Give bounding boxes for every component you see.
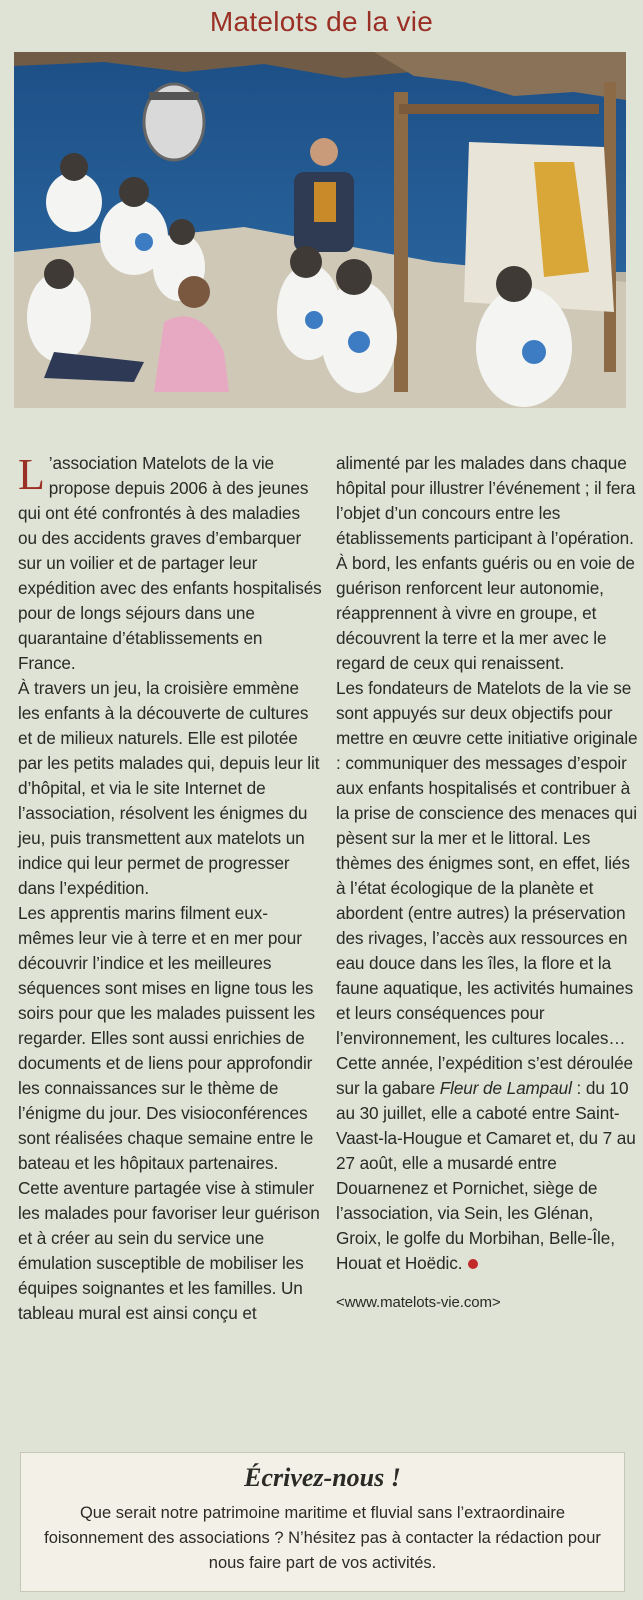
paragraph: À travers un jeu, la croisière emmène les enfants à la découverte de cultures et de milieux naturels. Elle est pilotée par les petits malades qui, depuis leur lit d’hôpital, et via le site Internet de l’association, résolvent les énigmes du jeu, puis transmettent aux matelots un indice qui leur permet de progresser dans l’expédition. <box>18 678 320 898</box>
paragraph: Cette aventure partagée vise à stimuler les malades pour favoriser leur guérison et à créer au sein du service une émulation susceptible de mobiliser les équipes soignantes et les familles. Un tableau mural est ainsi conçu et <box>18 1178 320 1323</box>
right-column <box>336 451 641 1315</box>
paragraph: À bord, les enfants guéris ou en voie de guérison renforcent leur autonomie, réapprennent à vivre en groupe, et découvrent la terre et la mer avec le regard de ceux qui renaissent. <box>336 553 635 673</box>
drop-cap: L <box>18 450 45 499</box>
paragraph: Les apprentis marins filment eux-mêmes leur vie à terre et en mer pour découvrir l’indice et les meilleures séquences sont mises en ligne tous les soirs pour que les malades puissent les regarder. Elles sont aussi enrichies de documents et de liens pour approfondir les connaissances sur le thème de l’énigme du jour. Des visioconférences sont réalisées chaque semaine entre le bateau et les hôpitaux partenaires. <box>18 903 316 1173</box>
end-mark-icon <box>468 1259 478 1269</box>
paragraph: alimenté par les malades dans chaque hôpital pour illustrer l’événement ; il fera l’objet d’un concours entre les établissements participant à l’opération. <box>336 453 636 548</box>
paragraph-text: : du 10 au 30 juillet, elle a caboté entre Saint-Vaast-la-Hougue et Camaret et, du 7 au 27 août, elle a musardé entre Douarnenez et Pornichet, siège de l’association, via Sein, les Glénan, Groix, le golfe du Morbihan, Belle-Île, Houat et Hoëdic. <box>336 1078 636 1273</box>
photo-children-on-boat <box>14 52 626 408</box>
paragraph-text: ’association Matelots de la vie propose depuis 2006 à des jeunes qui ont été confrontés à des maladies ou des accidents graves d’embarquer sur un voilier et de partager leur expédition avec des enfants hospitalisés pour de longs séjours dans une quarantaine d’établissements en France. <box>18 453 322 673</box>
boat-name: Fleur de Lampaul <box>439 1078 572 1098</box>
article-title: Matelots de la vie <box>209 6 434 37</box>
paragraph-text: Cette année, l’expédition s’est déroulée sur la gabare <box>336 1053 633 1098</box>
paragraph: Les fondateurs de Matelots de la vie se sont appuyés sur deux objectifs pour mettre en œuvre cette initiative originale : communiquer des messages d’espoir aux enfants hospitalisés et contribuer à la prise de conscience des menaces qui pèsent sur la mer et le littoral. Les thèmes des énigmes sont, en effet, liés à l’état écologique de la planète et abordent (entre autres) la préservation des rivages, l’accès aux ressources en eau douce dans les îles, la flore et la faune aquatique, les activités humaines et leurs conséquences pour l’environnement, les cultures locales… <box>336 678 638 1048</box>
contact-text: Que serait notre patrimoine maritime et fluvial sans l’extraordinaire foisonnement des associations ? N’hésitez pas à contacter la rédaction pour nous faire part de vos activités. <box>44 1504 601 1572</box>
website-link[interactable]: <www.matelots-vie.com> <box>336 1294 501 1311</box>
paragraph <box>336 1051 641 1276</box>
contact-box <box>20 1452 625 1592</box>
article-photo <box>14 52 626 408</box>
contact-heading: Écrivez-nous ! <box>244 1463 401 1492</box>
left-column <box>18 451 323 1326</box>
paragraph <box>18 451 323 676</box>
